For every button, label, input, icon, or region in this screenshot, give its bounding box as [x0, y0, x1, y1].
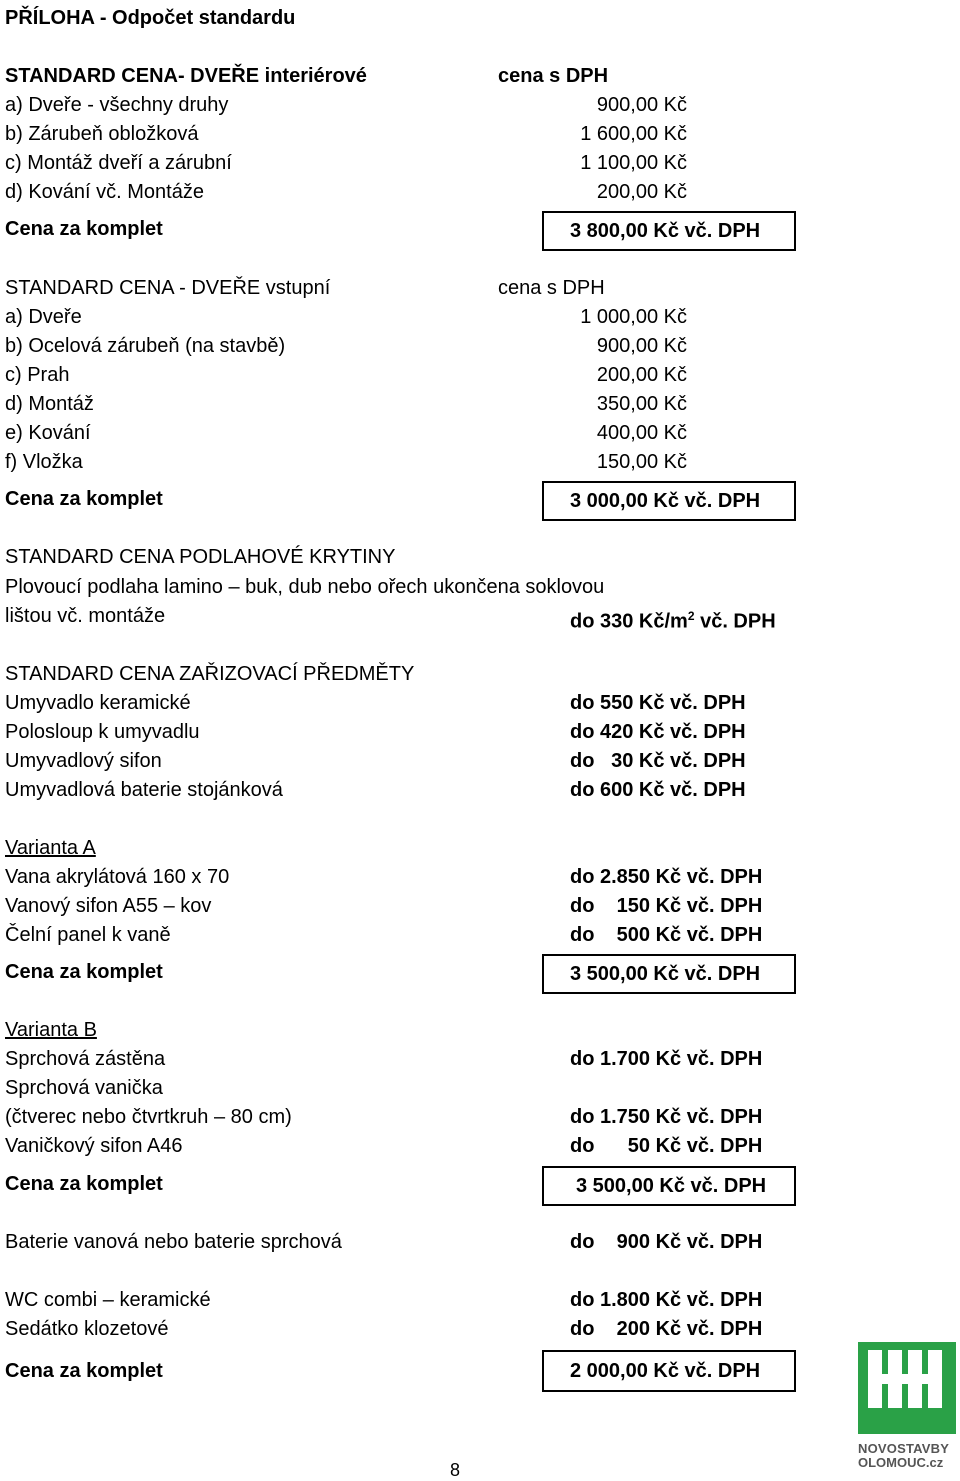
- item-label: Umyvadlová baterie stojánková: [5, 779, 283, 801]
- item-label: a) Dveře: [5, 306, 82, 328]
- flooring-price-suffix: vč. DPH: [694, 610, 776, 633]
- item-label: Sprchová zástěna: [5, 1048, 166, 1070]
- flooring-price-value: do 330 Kč/m: [570, 610, 688, 633]
- total-value: 2 000,00 Kč vč. DPH: [570, 1360, 761, 1382]
- flooring-price: [570, 604, 776, 634]
- item-price: do 420 Kč vč. DPH: [570, 721, 746, 743]
- flooring-price-exponent: 2: [687, 609, 695, 623]
- page-number: 8: [450, 1460, 461, 1480]
- item-price: 900,00 Kč: [596, 94, 687, 116]
- item-label: c) Montáž dveří a zárubní: [5, 152, 232, 174]
- section-heading-fixtures: STANDARD CENA ZAŘIZOVACÍ PŘEDMĚTY: [5, 663, 415, 685]
- total-value: 3 500,00 Kč vč. DPH: [576, 1175, 767, 1197]
- item-price: 150,00 Kč: [596, 451, 687, 473]
- item-price: do 150 Kč vč. DPH: [570, 895, 763, 917]
- total-label: Cena za komplet: [5, 488, 163, 510]
- total-value: 3 800,00 Kč vč. DPH: [570, 220, 761, 242]
- variant-a-heading: Varianta A: [5, 837, 96, 859]
- item-price: 350,00 Kč: [596, 393, 687, 415]
- item-label: f) Vložka: [5, 451, 83, 473]
- section-heading-doors-interior: STANDARD CENA- DVEŘE interiérové: [5, 65, 367, 87]
- item-price: do 1.800 Kč vč. DPH: [570, 1289, 763, 1311]
- item-label: b) Zárubeň obložková: [5, 123, 199, 145]
- logo-text-line2: OLOMOUC.cz: [858, 1455, 944, 1470]
- item-price: 900,00 Kč: [596, 335, 687, 357]
- item-label: Baterie vanová nebo baterie sprchová: [5, 1231, 342, 1253]
- total-label: Cena za komplet: [5, 1360, 163, 1382]
- item-label: Sedátko klozetové: [5, 1318, 169, 1340]
- item-label: d) Kování vč. Montáže: [5, 181, 204, 203]
- total-label: Cena za komplet: [5, 961, 163, 983]
- section-heading-doors-entry: STANDARD CENA - DVEŘE vstupní: [5, 277, 331, 299]
- total-label: Cena za komplet: [5, 218, 163, 240]
- total-box: [542, 1166, 796, 1206]
- item-label: d) Montáž: [5, 393, 94, 415]
- item-label: Čelní panel k vaně: [5, 924, 171, 946]
- total-box: [542, 481, 796, 521]
- item-label: (čtverec nebo čtvrtkruh – 80 cm): [5, 1106, 292, 1128]
- total-value: 3 000,00 Kč vč. DPH: [570, 490, 761, 512]
- item-label: Vana akrylátová 160 x 70: [5, 866, 230, 888]
- page-title: PŘÍLOHA - Odpočet standardu: [5, 7, 296, 29]
- item-label: WC combi – keramické: [5, 1289, 211, 1311]
- item-price: 200,00 Kč: [596, 181, 687, 203]
- item-label: e) Kování: [5, 422, 91, 444]
- item-price: do 600 Kč vč. DPH: [570, 779, 746, 801]
- company-logo: [858, 1342, 956, 1474]
- section-heading-flooring: STANDARD CENA PODLAHOVÉ KRYTINY: [5, 546, 396, 568]
- item-label: b) Ocelová zárubeň (na stavbě): [5, 335, 286, 357]
- item-price: 1 000,00 Kč: [580, 306, 687, 328]
- item-price: do 500 Kč vč. DPH: [570, 924, 763, 946]
- item-label: a) Dveře - všechny druhy: [5, 94, 229, 116]
- item-label: c) Prah: [5, 364, 70, 386]
- flooring-description: Plovoucí podlaha lamino – buk, dub nebo ořech ukončena soklovou: [5, 576, 605, 598]
- item-price: 200,00 Kč: [596, 364, 687, 386]
- item-label: Sprchová vanička: [5, 1077, 163, 1099]
- total-box: [542, 954, 796, 994]
- item-price: 1 100,00 Kč: [580, 152, 687, 174]
- item-label: Polosloup k umyvadlu: [5, 721, 200, 743]
- logo-mark-icon: [858, 1342, 956, 1434]
- item-price: do 1.700 Kč vč. DPH: [570, 1048, 763, 1070]
- item-label: Umyvadlo keramické: [5, 692, 191, 714]
- price-column-header: cena s DPH: [498, 65, 609, 87]
- flooring-description-cont: lištou vč. montáže: [5, 605, 166, 627]
- item-price: do 900 Kč vč. DPH: [570, 1231, 763, 1253]
- item-price: do 2.850 Kč vč. DPH: [570, 866, 763, 888]
- item-price: do 200 Kč vč. DPH: [570, 1318, 763, 1340]
- logo-text-line1: NOVOSTAVBY: [858, 1441, 950, 1456]
- item-price: 1 600,00 Kč: [580, 123, 687, 145]
- item-label: Vanový sifon A55 – kov: [5, 895, 212, 917]
- item-label: Vaničkový sifon A46: [5, 1135, 183, 1157]
- item-price: do 30 Kč vč. DPH: [570, 750, 746, 772]
- total-box: [542, 211, 796, 251]
- item-price: do 50 Kč vč. DPH: [570, 1135, 763, 1157]
- item-price: 400,00 Kč: [596, 422, 687, 444]
- item-label: Umyvadlový sifon: [5, 750, 162, 772]
- total-box: [542, 1350, 796, 1392]
- item-price: do 1.750 Kč vč. DPH: [570, 1106, 763, 1128]
- price-column-header: cena s DPH: [498, 277, 605, 299]
- total-value: 3 500,00 Kč vč. DPH: [570, 963, 761, 985]
- total-label: Cena za komplet: [5, 1173, 163, 1195]
- variant-b-heading: Varianta B: [5, 1019, 97, 1041]
- item-price: do 550 Kč vč. DPH: [570, 692, 746, 714]
